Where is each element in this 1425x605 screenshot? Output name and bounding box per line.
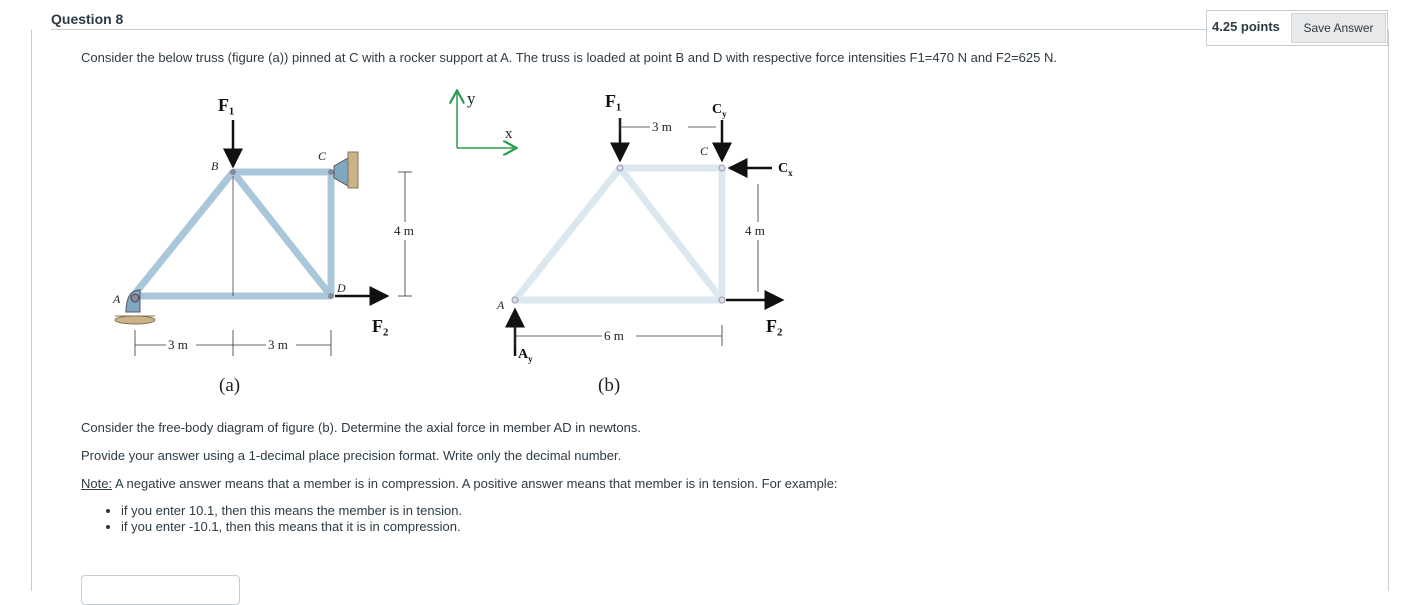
precision-instruction: Provide your answer using a 1-decimal place precision format. Write only the decimal number. xyxy=(81,448,622,463)
left-border xyxy=(31,30,32,591)
question-title: Question 8 xyxy=(51,11,124,27)
joint-a-b xyxy=(512,297,518,303)
dim-6m: 6 m xyxy=(604,328,624,343)
list-item: • if you enter 10.1, then this means the member is in tension. xyxy=(121,503,462,519)
figure-b xyxy=(496,91,793,396)
joint-d xyxy=(328,293,334,299)
truss-b-members xyxy=(515,168,722,300)
answer-input[interactable] xyxy=(81,575,240,605)
dim-3m-left: 3 m xyxy=(168,337,188,352)
label-f2-b: F₂ xyxy=(766,316,783,336)
question-intro: Consider the below truss (figure (a)) pinned at C with a rocker support at A. The truss is loaded at point B and D with respective force intensities F1=470 N and F2=625 N. xyxy=(81,50,1057,65)
label-f1-a: F₁ xyxy=(218,95,235,115)
coordinate-axes xyxy=(457,89,515,148)
caption-a: (a) xyxy=(219,375,241,396)
dim-4m-a: 4 m xyxy=(394,223,414,238)
label-f1-b: F₁ xyxy=(605,91,622,111)
joint-c-b xyxy=(719,165,725,171)
example-list xyxy=(83,503,462,535)
points-value: 4.25 points xyxy=(1212,19,1280,34)
note-label: Note: xyxy=(81,476,113,491)
label-a-b: A xyxy=(497,298,505,312)
header-divider xyxy=(51,29,1206,30)
label-cx: $C_x$ xyxy=(778,161,793,178)
pin-support-c xyxy=(334,152,358,188)
note-line xyxy=(81,476,838,491)
list-item: • if you enter -10.1, then this means that it is in compression. xyxy=(121,519,462,535)
label-b: B xyxy=(211,159,219,173)
figure-a xyxy=(112,95,414,396)
dim-4m-b: 4 m xyxy=(745,223,765,238)
caption-b: (b) xyxy=(598,375,621,396)
label-d: D xyxy=(337,281,346,295)
dim-3m-top: 3 m xyxy=(652,119,672,134)
dim-3m-right: 3 m xyxy=(268,337,288,352)
note-text: A negative answer means that a member is in compression. A positive answer means that member is in tension. For example: xyxy=(112,476,838,491)
save-answer-button[interactable]: Save Answer xyxy=(1291,13,1386,43)
joint-c xyxy=(328,169,334,175)
label-c-b: C xyxy=(700,144,709,158)
label-cy: $C_y$ xyxy=(712,102,727,119)
joint-d-b xyxy=(719,297,725,303)
question-task: Consider the free-body diagram of figure (b). Determine the axial force in member AD in newtons. xyxy=(81,420,641,435)
joint-b-b xyxy=(617,165,623,171)
dimension-base-a xyxy=(135,330,331,356)
label-f2-a: F₂ xyxy=(372,316,389,336)
label-ay: $A_y$ xyxy=(518,347,533,364)
truss-a-members xyxy=(133,172,331,296)
truss-figure xyxy=(100,80,820,400)
joint-b xyxy=(230,169,236,175)
label-a-a: A xyxy=(113,292,121,306)
right-border xyxy=(1388,30,1389,591)
axis-x-label: x xyxy=(505,126,513,142)
label-c-a: C xyxy=(318,149,327,163)
axis-y-label: y xyxy=(467,89,476,108)
